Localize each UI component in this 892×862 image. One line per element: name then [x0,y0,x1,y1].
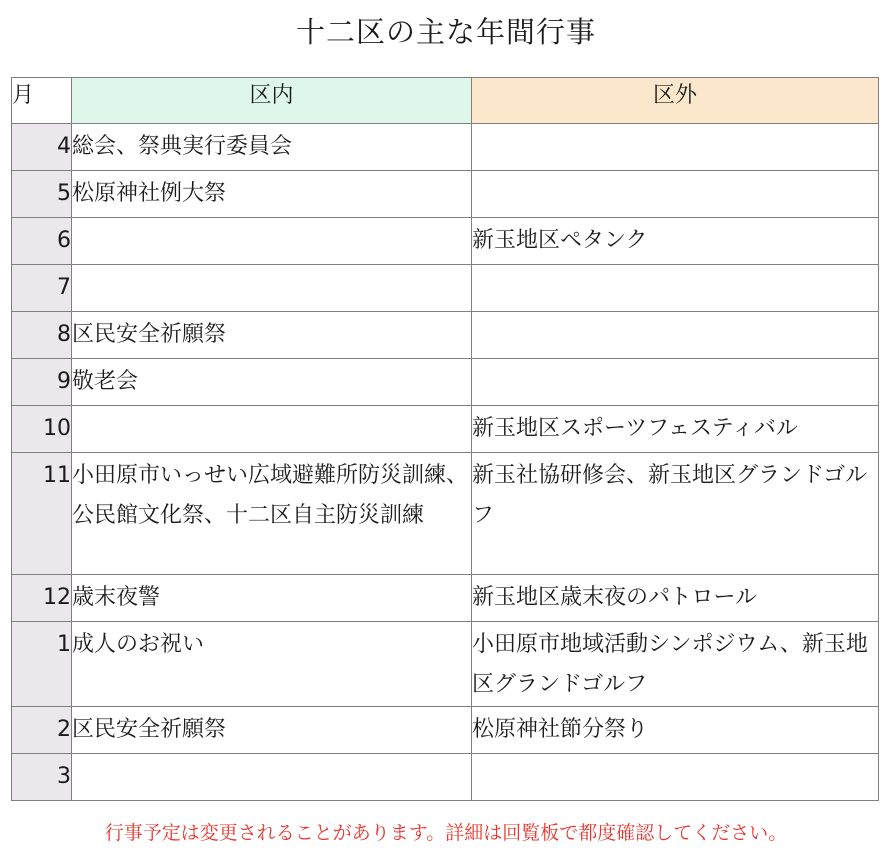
table-row [12,754,879,801]
table-row [12,218,879,265]
inner-event-cell: 歳末夜警 [72,575,472,622]
inner-event-cell [72,218,472,265]
table-row [12,171,879,218]
outer-event-cell [472,124,879,171]
outer-event-cell: 新玉社協研修会、新玉地区グランドゴルフ [472,453,879,575]
inner-event-cell: 区民安全祈願祭 [72,312,472,359]
month-cell: 7 [12,265,72,312]
inner-event-cell: 松原神社例大祭 [72,171,472,218]
outer-event-cell [472,312,879,359]
inner-event-cell: 敬老会 [72,359,472,406]
inner-event-cell: 成人のお祝い [72,622,472,707]
table-row [12,622,879,707]
outer-event-cell: 新玉地区ペタンク [472,218,879,265]
outer-event-cell: 小田原市地域活動シンポジウム、新玉地区グランドゴルフ [472,622,879,707]
outer-event-cell [472,171,879,218]
outer-event-cell: 新玉地区歳末夜のパトロール [472,575,879,622]
inner-event-cell [72,754,472,801]
month-cell: 4 [12,124,72,171]
month-cell: 11 [12,453,72,575]
table-row [12,312,879,359]
page-title: 十二区の主な年間行事 [295,15,596,49]
month-cell: 8 [12,312,72,359]
outer-event-cell [472,754,879,801]
table-row [12,124,879,171]
events-table [11,77,879,801]
month-cell: 2 [12,707,72,754]
table-header-row [12,78,879,124]
change-notice: 行事予定は変更されることがあります。詳細は回覧板で都度確認してください。 [104,822,788,844]
table-row [12,359,879,406]
month-cell: 3 [12,754,72,801]
outer-event-cell [472,265,879,312]
table-row [12,707,879,754]
inner-event-cell [72,265,472,312]
outer-event-cell: 松原神社節分祭り [472,707,879,754]
inner-event-cell: 総会、祭典実行委員会 [72,124,472,171]
inner-event-cell [72,406,472,453]
table-row [12,406,879,453]
month-cell: 5 [12,171,72,218]
table-row [12,265,879,312]
month-cell: 9 [12,359,72,406]
month-cell: 10 [12,406,72,453]
table-row [12,453,879,575]
header-inner-district: 区内 [72,78,472,124]
month-cell: 6 [12,218,72,265]
month-cell: 1 [12,622,72,707]
outer-event-cell [472,359,879,406]
outer-event-cell: 新玉地区スポーツフェスティバル [472,406,879,453]
month-cell: 12 [12,575,72,622]
header-month: 月 [12,78,72,124]
header-outer-district: 区外 [472,78,879,124]
inner-event-cell: 区民安全祈願祭 [72,707,472,754]
inner-event-cell: 小田原市いっせい広域避難所防災訓練、公民館文化祭、十二区自主防災訓練 [72,453,472,575]
table-row [12,575,879,622]
